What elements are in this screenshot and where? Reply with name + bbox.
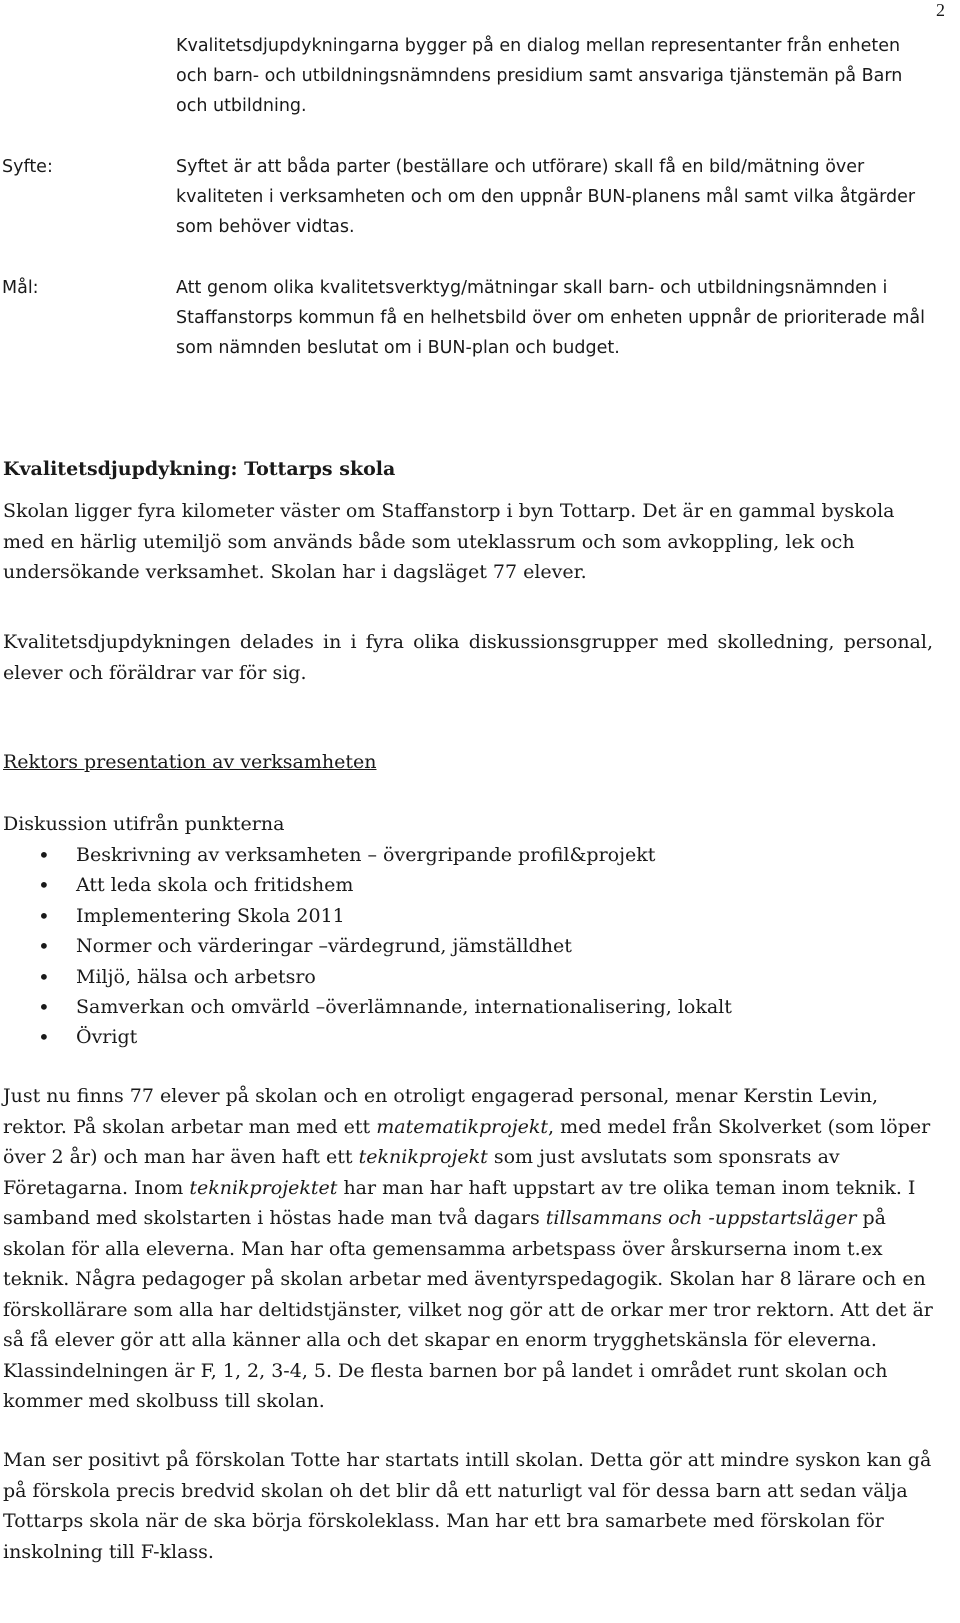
list-item: • Implementering Skola 2011 bbox=[3, 901, 903, 931]
text-run-italic: teknikprojekt bbox=[358, 1146, 488, 1168]
mal-paragraph: Att genom olika kvalitetsverktyg/mätningar skall barn- och utbildningsnämnden i Staffanstorps kommun få en helhetsbild över om enheten uppnår de prioriterade mål som nämnden beslutat om i BUN-plan och budget. bbox=[176, 278, 925, 358]
text-run-italic: teknikprojektet bbox=[189, 1176, 338, 1199]
text-run: som just avslutats som sponsrats av Företagarna. Inom bbox=[3, 1146, 840, 1199]
section-heading-tottarp: Kvalitetsdjupdykning: Tottarps skola bbox=[3, 458, 396, 480]
text-run-italic: matematikprojekt bbox=[376, 1115, 548, 1138]
list-item: • Beskrivning av verksamheten – övergripande profil&projekt bbox=[3, 840, 903, 870]
bullets-intro: Diskussion utifrån punkterna bbox=[3, 813, 285, 835]
syfte-paragraph: Syftet är att båda parter (beställare och utförare) skall få en bild/mätning över kvaliteten i verksamheten och om den uppnår BUN-planens mål samt vilka åtgärder som behöver vidtas. bbox=[176, 157, 916, 237]
text-run-italic: tillsammans och -uppstartsläger bbox=[545, 1207, 857, 1229]
page-number: 2 bbox=[936, 0, 945, 20]
syfte-label: Syfte: bbox=[2, 157, 53, 177]
intro-row bbox=[2, 31, 932, 121]
intro-label-spacer bbox=[2, 31, 176, 121]
list-item: • Att leda skola och fritidshem bbox=[3, 870, 903, 900]
text-run: Just nu finns 77 elever på skolan och en otroligt engagerad personal, menar Kerstin Levin, rektor. På skolan arbetar man med ett bbox=[3, 1085, 879, 1138]
forskola-paragraph: Man ser positivt på förskolan Totte har startats intill skolan. Detta gör att mindre syskon kan gå på förskola precis bredvid skolan oh det blir då ett naturligt val för dessa barn att sedan välja Tottarps skola när de ska börja förskoleklass. Man har ett bra samarbete med förskolan för inskolning till F-klass. bbox=[3, 1449, 932, 1563]
text-run: har man har haft uppstart av tre olika teman inom teknik. I samband med skolstarten i höstas hade man två dagars bbox=[3, 1176, 916, 1229]
syfte-row bbox=[2, 152, 932, 242]
section-heading-rektor: Rektors presentation av verksamheten bbox=[3, 751, 377, 773]
list-item: • Miljö, hälsa och arbetsro bbox=[3, 962, 903, 992]
text-run: på skolan för alla eleverna. Man har ofta gemensamma arbetspass över årskurserna inom t.ex teknik. Några pedagoger på skolan arbetar med äventyrspedagogik. Skolan har 8 lärare och en förskollärare som alla har deltidstjänster, vilket nog gör att de orkar mer tror rektorn. Att det är så få elever gör att alla känner alla och det skapar en enorm trygghetskänsla för eleverna. Klassindelningen är F, 1, 2, 3-4, 5. De flesta barnen bor på landet i området runt skolan och kommer med skolbuss till skolan. bbox=[3, 1207, 933, 1412]
discussion-groups-paragraph: Kvalitetsdjupdykningen delades in i fyra olika diskussionsgrupper med skolledning, personal, elever och föräldrar var för sig. bbox=[3, 631, 933, 684]
mal-label: Mål: bbox=[2, 278, 39, 298]
mal-row bbox=[2, 273, 932, 363]
text-run: , med medel från Skolverket (som löper över 2 år) och man har även haft ett bbox=[3, 1115, 931, 1168]
intro-paragraph: Kvalitetsdjupdykningarna bygger på en dialog mellan representanter från enheten och barn- och utbildningsnämndens presidium samt ansvariga tjänstemän på Barn och utbildning. bbox=[176, 36, 903, 116]
list-item: • Normer och värderingar –värdegrund, jämställdhet bbox=[3, 931, 903, 961]
school-description-paragraph: Skolan ligger fyra kilometer väster om Staffanstorp i byn Tottarp. Det är en gammal byskola med en härlig utemiljö som används både som uteklassrum och som avkoppling, lek och undersökande verksamhet. Skolan har i dagsläget 77 elever. bbox=[3, 500, 895, 583]
list-item: • Samverkan och omvärld –överlämnande, internationalisering, lokalt bbox=[3, 992, 903, 1022]
list-item: • Övrigt bbox=[3, 1022, 903, 1052]
rektor-paragraph bbox=[3, 1081, 933, 1417]
discussion-points-list bbox=[3, 840, 903, 1053]
